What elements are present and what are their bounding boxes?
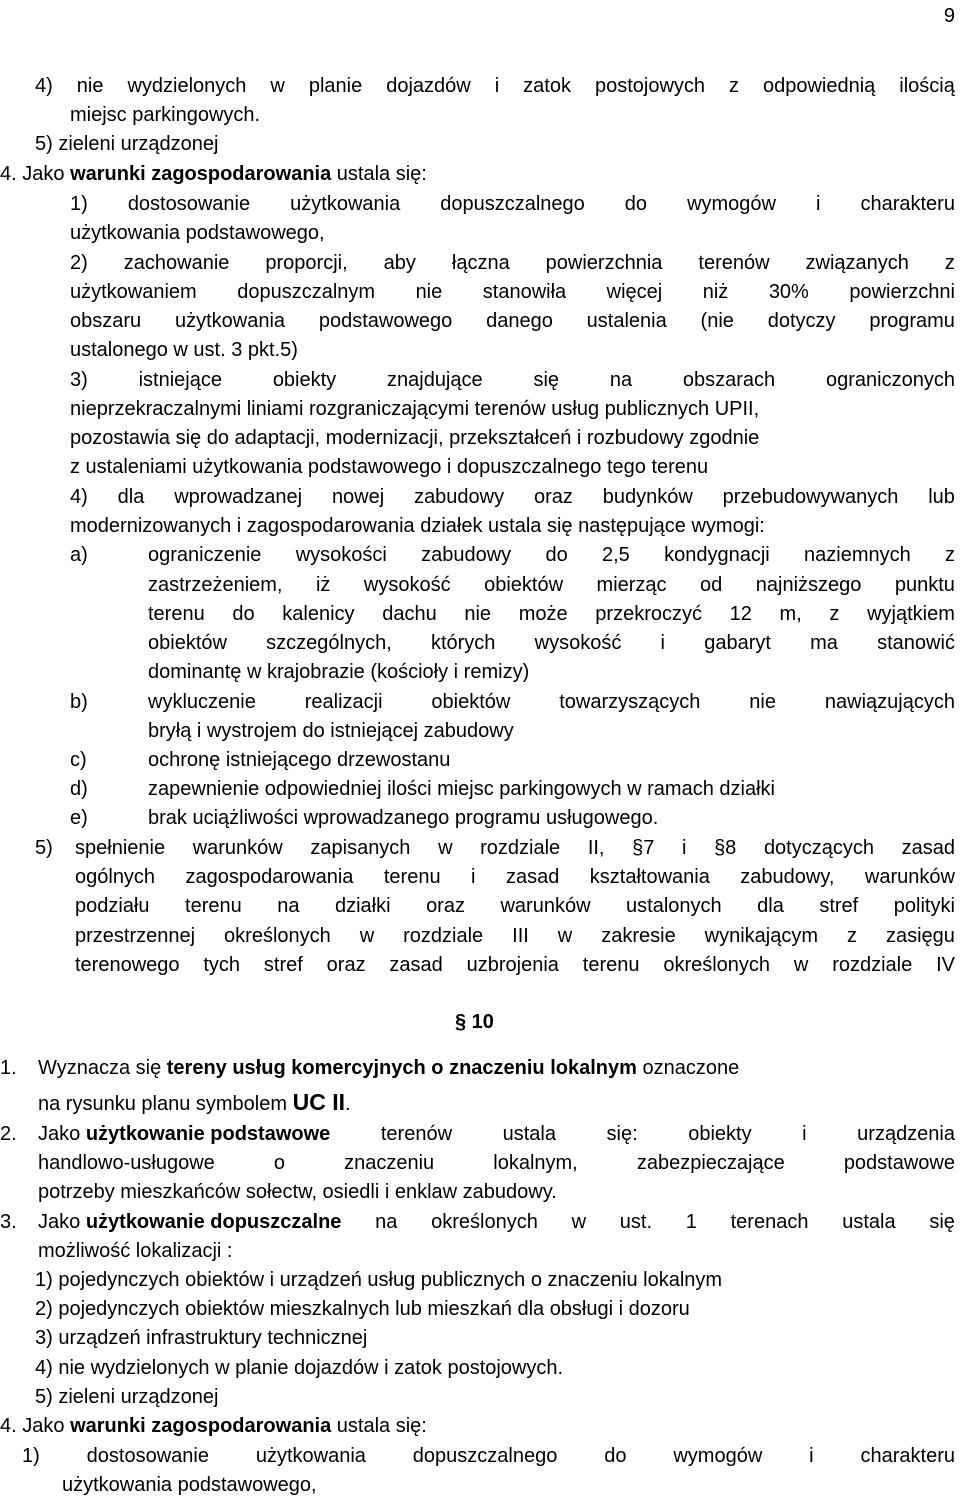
list-item-text: punktu bbox=[894, 574, 955, 596]
list-item-text: obszarach bbox=[682, 369, 776, 391]
list-item-text: kondygnacji bbox=[664, 544, 770, 566]
list-item-text: z bbox=[945, 544, 955, 566]
list-marker-text: c) bbox=[70, 749, 87, 771]
list-item-text: terenu bbox=[185, 895, 242, 917]
list-item-text: stanowić bbox=[877, 632, 955, 654]
list-marker-text: a) bbox=[70, 544, 88, 566]
heading-conditions-text: 4. bbox=[0, 1415, 23, 1437]
list-item-text: planie bbox=[308, 75, 363, 97]
list-item bbox=[70, 338, 298, 362]
list-item-text: wydzielonych bbox=[127, 75, 247, 97]
list-item-text: dachu bbox=[382, 603, 437, 625]
list-item-text: ilością bbox=[899, 75, 955, 97]
list-item-text: 1) pojedynczych obiektów i urządzeń usług publicznych o znaczeniu lokalnym bbox=[35, 1269, 723, 1291]
list-item-text: rozdziale bbox=[832, 954, 913, 976]
list-item-text: terenu bbox=[582, 954, 640, 976]
list-item-text: najniższego bbox=[755, 574, 862, 596]
list-item-text: podziału bbox=[75, 895, 150, 917]
list-item-text: istniejące bbox=[138, 369, 222, 391]
list-item-text: modernizowanych i zagospodarowania działek ustala się następujące wymogi: bbox=[70, 515, 765, 537]
list-item-text: kalenicy bbox=[282, 603, 355, 625]
list-item-text: ustalonych bbox=[626, 895, 722, 917]
list-item-text: do bbox=[232, 603, 255, 625]
list-item-text: do bbox=[604, 1445, 627, 1467]
list-item-text: z bbox=[729, 75, 739, 97]
list-item-text: IV bbox=[936, 954, 955, 976]
list-item bbox=[70, 514, 765, 538]
list-item-text: dominantę w krajobrazie (kościoły i remizy) bbox=[148, 661, 530, 683]
list-item bbox=[70, 455, 708, 479]
list-item-text: rozdziale bbox=[480, 837, 561, 859]
paragraph-text-word: ustala bbox=[842, 1211, 896, 1233]
list-item-text: nie bbox=[415, 281, 443, 303]
list-item-text: 2) bbox=[70, 252, 88, 274]
paragraph-number-text: 1. bbox=[0, 1057, 17, 1079]
list-item-text: zastrzeżeniem, bbox=[148, 574, 283, 596]
list-item-text: kształtowania bbox=[589, 866, 710, 888]
paragraph-text-text: o bbox=[273, 1152, 286, 1174]
list-item-text: i bbox=[681, 837, 687, 859]
list-item-text: m, bbox=[779, 603, 802, 625]
list-item-text: postojowych bbox=[594, 75, 706, 97]
list-item-text: stref bbox=[819, 895, 859, 917]
list-item-text: 5) zieleni urządzonej bbox=[35, 133, 219, 155]
list-item-text: ograniczonych bbox=[825, 369, 955, 391]
list-marker bbox=[70, 806, 88, 830]
list-item-text: użytkowania bbox=[255, 1445, 366, 1467]
list-item-text: polityki bbox=[893, 895, 955, 917]
list-item-text: wynikającym bbox=[704, 925, 819, 947]
heading-conditions bbox=[0, 1414, 427, 1438]
list-item-text: terenowego bbox=[75, 954, 180, 976]
list-item-text: wymogów bbox=[687, 193, 776, 215]
list-item-text: łączna bbox=[451, 252, 510, 274]
list-item bbox=[148, 543, 955, 567]
list-item-text: 1) bbox=[22, 1445, 40, 1467]
list-item-text: w bbox=[270, 75, 285, 97]
list-item bbox=[70, 368, 955, 392]
paragraph-text bbox=[38, 1210, 955, 1234]
list-item-text: zabudowy bbox=[421, 544, 512, 566]
list-item-text: znajdujące bbox=[387, 369, 483, 391]
heading-conditions-text: Jako bbox=[22, 1415, 71, 1437]
list-marker bbox=[70, 777, 88, 801]
heading-conditions bbox=[0, 162, 427, 186]
list-item-text: oraz bbox=[426, 895, 465, 917]
list-item bbox=[148, 777, 775, 801]
list-item-text: użytkowania bbox=[174, 310, 286, 332]
list-item bbox=[75, 894, 955, 918]
list-item-text: dopuszczalnego bbox=[412, 1445, 558, 1467]
paragraph-number bbox=[0, 1210, 17, 1234]
paragraph-text-text: potrzeby mieszkańców sołectw, osiedli i enklaw zabudowy. bbox=[38, 1181, 557, 1203]
list-item-text: 1) bbox=[70, 193, 88, 215]
list-item bbox=[70, 280, 955, 304]
list-item-text: związanych bbox=[805, 252, 909, 274]
list-item-text: wprowadzanej bbox=[174, 486, 303, 508]
list-item-text: przebudowywanych bbox=[722, 486, 899, 508]
list-item-text: przestrzennej bbox=[75, 925, 196, 947]
list-item-text: spełnienie bbox=[75, 837, 166, 859]
list-item-text: przekroczyć bbox=[595, 603, 702, 625]
list-item-text: ustalonego w ust. 3 pkt.5) bbox=[70, 339, 298, 361]
list-item-text: nowej bbox=[331, 486, 385, 508]
paragraph-text-text: możliwość lokalizacji : bbox=[38, 1240, 233, 1262]
section-heading: § 10 bbox=[455, 1011, 494, 1033]
heading-conditions-text: ustala się: bbox=[331, 163, 427, 185]
list-item-text: realizacji bbox=[304, 691, 383, 713]
list-item-text: i bbox=[816, 193, 821, 215]
list-item-text: III bbox=[512, 925, 529, 947]
list-item-text: nieprzekraczalnymi liniami rozgraniczającymi terenów usług publicznych UPII, bbox=[70, 398, 760, 420]
list-item-text: ma bbox=[810, 632, 838, 654]
list-item-text: tych bbox=[203, 954, 241, 976]
list-item-text: wyjątkiem bbox=[867, 603, 955, 625]
list-item bbox=[70, 309, 955, 333]
list-marker bbox=[70, 543, 88, 567]
list-marker-text: b) bbox=[70, 691, 88, 713]
list-item-text: i bbox=[809, 1445, 814, 1467]
paragraph-text bbox=[38, 1151, 955, 1175]
list-item bbox=[148, 690, 955, 714]
list-item bbox=[35, 1356, 563, 1380]
heading-conditions-text: Jako bbox=[22, 163, 71, 185]
paragraph-text-text: oznaczone bbox=[636, 1057, 740, 1079]
list-item-text: zachowanie bbox=[123, 252, 230, 274]
list-item-text: 4) nie wydzielonych w planie dojazdów i zatok postojowych. bbox=[35, 1357, 564, 1379]
list-item bbox=[35, 132, 218, 156]
list-item-text: warunków bbox=[192, 837, 283, 859]
list-item-text: warunków bbox=[500, 895, 591, 917]
paragraph-text-text: podstawowe bbox=[843, 1152, 955, 1174]
paragraph-number-text: 2. bbox=[0, 1123, 17, 1145]
list-item-text: zabudowy bbox=[414, 486, 505, 508]
list-item-text: warunków bbox=[864, 866, 955, 888]
list-item-text: iż bbox=[315, 574, 331, 596]
paragraph-number-text: 3. bbox=[0, 1211, 17, 1233]
list-item-text: zapisanych bbox=[310, 837, 411, 859]
list-item-text: do bbox=[545, 544, 568, 566]
list-item-text: ogólnych bbox=[75, 866, 156, 888]
list-item-text: 5) zieleni urządzonej bbox=[35, 1386, 219, 1408]
paragraph-text bbox=[38, 1122, 955, 1146]
list-item-text: charakteru bbox=[860, 193, 955, 215]
list-item bbox=[75, 924, 955, 948]
paragraph-number bbox=[0, 1122, 17, 1146]
list-item-text: wysokość bbox=[534, 632, 622, 654]
list-item-text: nawiązujących bbox=[824, 691, 955, 713]
list-marker bbox=[70, 690, 88, 714]
list-item bbox=[70, 426, 759, 450]
list-item-text: może bbox=[518, 603, 568, 625]
paragraph-text-word: ustala bbox=[502, 1123, 556, 1145]
list-item-text: 4) bbox=[35, 75, 53, 97]
list-item bbox=[70, 103, 260, 127]
list-item bbox=[62, 1473, 317, 1497]
list-item-text: nie bbox=[76, 75, 104, 97]
list-item-text: zakresie bbox=[601, 925, 676, 947]
list-item-text: dopuszczalnym bbox=[237, 281, 376, 303]
paragraph-text-text: na rysunku planu symbolem bbox=[38, 1093, 293, 1115]
list-item-text: obiekty bbox=[272, 369, 337, 391]
page-number: 9 bbox=[943, 5, 955, 27]
list-item-text: dopuszczalnego bbox=[440, 193, 585, 215]
paragraph-text-text: . bbox=[344, 1093, 351, 1115]
heading-conditions-text: 4. bbox=[0, 163, 23, 185]
list-item-text: dotyczy bbox=[767, 310, 836, 332]
list-item-text: terenów bbox=[698, 252, 770, 274]
list-item-text: w bbox=[557, 925, 573, 947]
list-item-text: zasad bbox=[901, 837, 955, 859]
list-item-text: z bbox=[847, 925, 857, 947]
list-item bbox=[75, 836, 955, 860]
paragraph-text bbox=[38, 1180, 557, 1204]
list-item-text: do bbox=[624, 193, 648, 215]
list-item-text: od bbox=[700, 574, 723, 596]
list-item-text: szczególnych, bbox=[266, 632, 392, 654]
list-item bbox=[148, 631, 955, 655]
list-item-text: dla bbox=[117, 486, 145, 508]
paragraph-text-word: obiekty bbox=[688, 1123, 752, 1145]
list-item bbox=[70, 485, 955, 509]
list-item-text: danego bbox=[486, 310, 553, 332]
list-item-text: dostosowanie bbox=[86, 1445, 209, 1467]
list-item-text: lub bbox=[928, 486, 955, 508]
list-item bbox=[35, 1326, 367, 1350]
list-item-text: ustalenia bbox=[586, 310, 667, 332]
paragraph-text-word: w bbox=[571, 1211, 587, 1233]
list-item-text: zasad bbox=[389, 954, 443, 976]
list-item-text: zagospodarowania bbox=[185, 866, 354, 888]
paragraph-text-text: znaczeniu bbox=[344, 1152, 435, 1174]
list-item-text: podstawowego bbox=[318, 310, 453, 332]
list-item-text: 4) bbox=[70, 486, 88, 508]
paragraph-text-text: Wyznacza się bbox=[38, 1057, 167, 1079]
list-item-text: obszaru bbox=[70, 310, 142, 332]
paragraph-text-word: na bbox=[375, 1211, 398, 1233]
list-item-text: użytkowania podstawowego, bbox=[70, 222, 325, 244]
paragraph-text-word: się bbox=[929, 1211, 955, 1233]
list-item-text: uzbrojenia bbox=[466, 954, 559, 976]
list-item-text: wysokość bbox=[363, 574, 451, 596]
list-item-text: wysokości bbox=[295, 544, 387, 566]
list-item-text: 3) bbox=[70, 369, 88, 391]
list-item-text: (nie bbox=[700, 310, 734, 332]
list-item-text: 12 bbox=[729, 603, 752, 625]
list-item-text: powierzchnia bbox=[545, 252, 663, 274]
list-item-text: użytkowania bbox=[290, 193, 401, 215]
list-item bbox=[22, 1444, 955, 1468]
list-item-text: wymogów bbox=[673, 1445, 763, 1467]
list-item-text: §8 bbox=[714, 837, 737, 859]
list-item-text: terenu bbox=[148, 603, 205, 625]
list-item-text: dostosowanie bbox=[127, 193, 251, 215]
list-item bbox=[148, 573, 955, 597]
list-item bbox=[75, 865, 955, 889]
paragraph-text bbox=[38, 1239, 233, 1263]
list-item-text: na bbox=[277, 895, 300, 917]
list-item-text: zatok bbox=[523, 75, 571, 97]
list-item bbox=[148, 602, 955, 626]
list-item-text: charakteru bbox=[860, 1445, 955, 1467]
list-item-text: 30% bbox=[768, 281, 809, 303]
list-item-text: wykluczenie bbox=[148, 691, 256, 713]
list-marker-text: e) bbox=[70, 807, 88, 829]
list-item-text: powierzchni bbox=[849, 281, 955, 303]
paragraph-text bbox=[38, 1056, 955, 1080]
list-item-text: z ustaleniami użytkowania podstawowego i dopuszczalnego tego terenu bbox=[70, 456, 709, 478]
paragraph-text bbox=[38, 1090, 351, 1116]
list-item-text: obiektów bbox=[148, 632, 227, 654]
list-item-text: odpowiednią bbox=[762, 75, 876, 97]
paragraph-text-word: ust. bbox=[619, 1211, 653, 1233]
paragraph-text-lead: Jako użytkowanie dopuszczalne bbox=[38, 1211, 342, 1233]
list-item-text: zasad bbox=[505, 866, 560, 888]
list-item bbox=[148, 660, 529, 684]
list-item-text: się bbox=[533, 369, 560, 391]
list-item-text: i bbox=[494, 75, 500, 97]
list-marker bbox=[35, 836, 53, 860]
list-item-text: proporcji, bbox=[265, 252, 348, 274]
list-item-text: zabudowy, bbox=[740, 866, 835, 888]
list-item-text: niż bbox=[702, 281, 729, 303]
paragraph-text-word: terenach bbox=[730, 1211, 809, 1233]
list-item-text: w bbox=[359, 925, 375, 947]
list-item-text: określonych bbox=[224, 925, 331, 947]
list-item-text: bryłą i wystrojem do istniejącej zabudowy bbox=[148, 720, 514, 742]
paragraph-text-word: urządzenia bbox=[857, 1123, 955, 1145]
list-item-text: oraz bbox=[533, 486, 573, 508]
paragraph-text-word: i bbox=[802, 1123, 807, 1145]
paragraph-text-word: się: bbox=[606, 1123, 638, 1145]
paragraph-number bbox=[0, 1056, 17, 1080]
paragraph-text-word: terenów bbox=[380, 1123, 453, 1145]
list-item bbox=[35, 1268, 722, 1292]
list-item-text: z bbox=[944, 252, 955, 274]
list-item-text: stref bbox=[263, 954, 303, 976]
list-item-text: oraz bbox=[326, 954, 366, 976]
list-item bbox=[35, 1385, 218, 1409]
list-item bbox=[35, 1297, 690, 1321]
paragraph-text-text: tereny usług komercyjnych o znaczeniu lokalnym bbox=[166, 1057, 637, 1079]
list-item bbox=[70, 221, 325, 245]
list-item-text: z bbox=[829, 603, 840, 625]
list-item-text: 2) pojedynczych obiektów mieszkalnych lub mieszkań dla obsługi i dozoru bbox=[35, 1298, 690, 1320]
list-item bbox=[70, 397, 759, 421]
list-item-text: stanowiła bbox=[482, 281, 567, 303]
list-item-text: których bbox=[430, 632, 496, 654]
list-item-text: 2,5 bbox=[602, 544, 630, 566]
list-marker-text: 5) bbox=[35, 837, 53, 859]
list-item-text: towarzyszących bbox=[559, 691, 701, 713]
list-item-text: na bbox=[609, 369, 633, 391]
list-item-text: nie bbox=[749, 691, 776, 713]
paragraph-text-text: handlowo-usługowe bbox=[38, 1152, 215, 1174]
list-item-text: terenu bbox=[383, 866, 441, 888]
list-item-text: naziemnych bbox=[804, 544, 911, 566]
list-item-text: określonych bbox=[663, 954, 771, 976]
list-item-text: użytkowania podstawowego, bbox=[62, 1474, 317, 1496]
list-item-text: zapewnienie odpowiedniej ilości miejsc parkingowych w ramach działki bbox=[148, 778, 775, 800]
list-item-text: ochronę istniejącego drzewostanu bbox=[148, 749, 451, 771]
list-item-text: nie bbox=[464, 603, 492, 625]
list-item bbox=[70, 251, 955, 275]
paragraph-text-text: zabezpieczające bbox=[636, 1152, 785, 1174]
list-item bbox=[148, 748, 450, 772]
list-item-text: użytkowaniem bbox=[70, 281, 197, 303]
list-item bbox=[70, 192, 955, 216]
list-item-text: obiektów bbox=[431, 691, 511, 713]
list-item-text: §7 bbox=[632, 837, 655, 859]
list-item-text: gabaryt bbox=[704, 632, 771, 654]
paragraph-text-word: określonych bbox=[431, 1211, 538, 1233]
list-item-text: więcej bbox=[606, 281, 663, 303]
paragraph-text-text: UC II bbox=[292, 1089, 345, 1115]
list-item-text: i bbox=[471, 866, 476, 888]
list-item-text: miejsc parkingowych. bbox=[70, 104, 261, 126]
list-item-text: budynków bbox=[602, 486, 693, 508]
list-item-text: pozostawia się do adaptacji, modernizacji, przekształceń i rozbudowy zgodnie bbox=[70, 427, 760, 449]
list-item-text: 3) urządzeń infrastruktury technicznej bbox=[35, 1327, 368, 1349]
list-item bbox=[148, 719, 514, 743]
paragraph-text-text: lokalnym, bbox=[493, 1152, 578, 1174]
list-item-text: rozdziale bbox=[403, 925, 484, 947]
list-item-text: mierząc bbox=[596, 574, 667, 596]
list-item-text: dotyczących bbox=[763, 837, 874, 859]
heading-conditions-text: ustala się: bbox=[331, 1415, 427, 1437]
list-item-text: działki bbox=[334, 895, 391, 917]
list-item-text: dojazdów bbox=[386, 75, 471, 97]
list-item-text: obiektów bbox=[484, 574, 564, 596]
list-item-text: dla bbox=[757, 895, 784, 917]
list-item bbox=[75, 953, 955, 977]
list-item bbox=[148, 806, 658, 830]
list-marker bbox=[70, 748, 87, 772]
list-marker-text: d) bbox=[70, 778, 88, 800]
list-item-text: w bbox=[438, 837, 453, 859]
paragraph-text-lead: Jako użytkowanie podstawowe bbox=[38, 1123, 331, 1145]
heading-conditions-text: warunki zagospodarowania bbox=[70, 163, 332, 185]
list-item bbox=[35, 74, 955, 98]
list-item-text: w bbox=[793, 954, 809, 976]
list-item-text: programu bbox=[869, 310, 955, 332]
paragraph-text-word: 1 bbox=[685, 1211, 697, 1233]
list-item-text: zasięgu bbox=[885, 925, 955, 947]
list-item-text: II, bbox=[587, 837, 605, 859]
list-item-text: ograniczenie bbox=[148, 544, 262, 566]
list-item-text: aby bbox=[383, 252, 416, 274]
list-item-text: i bbox=[660, 632, 665, 654]
list-item-text: brak uciążliwości wprowadzanego programu usługowego. bbox=[148, 807, 659, 829]
heading-conditions-text: warunki zagospodarowania bbox=[70, 1415, 332, 1437]
